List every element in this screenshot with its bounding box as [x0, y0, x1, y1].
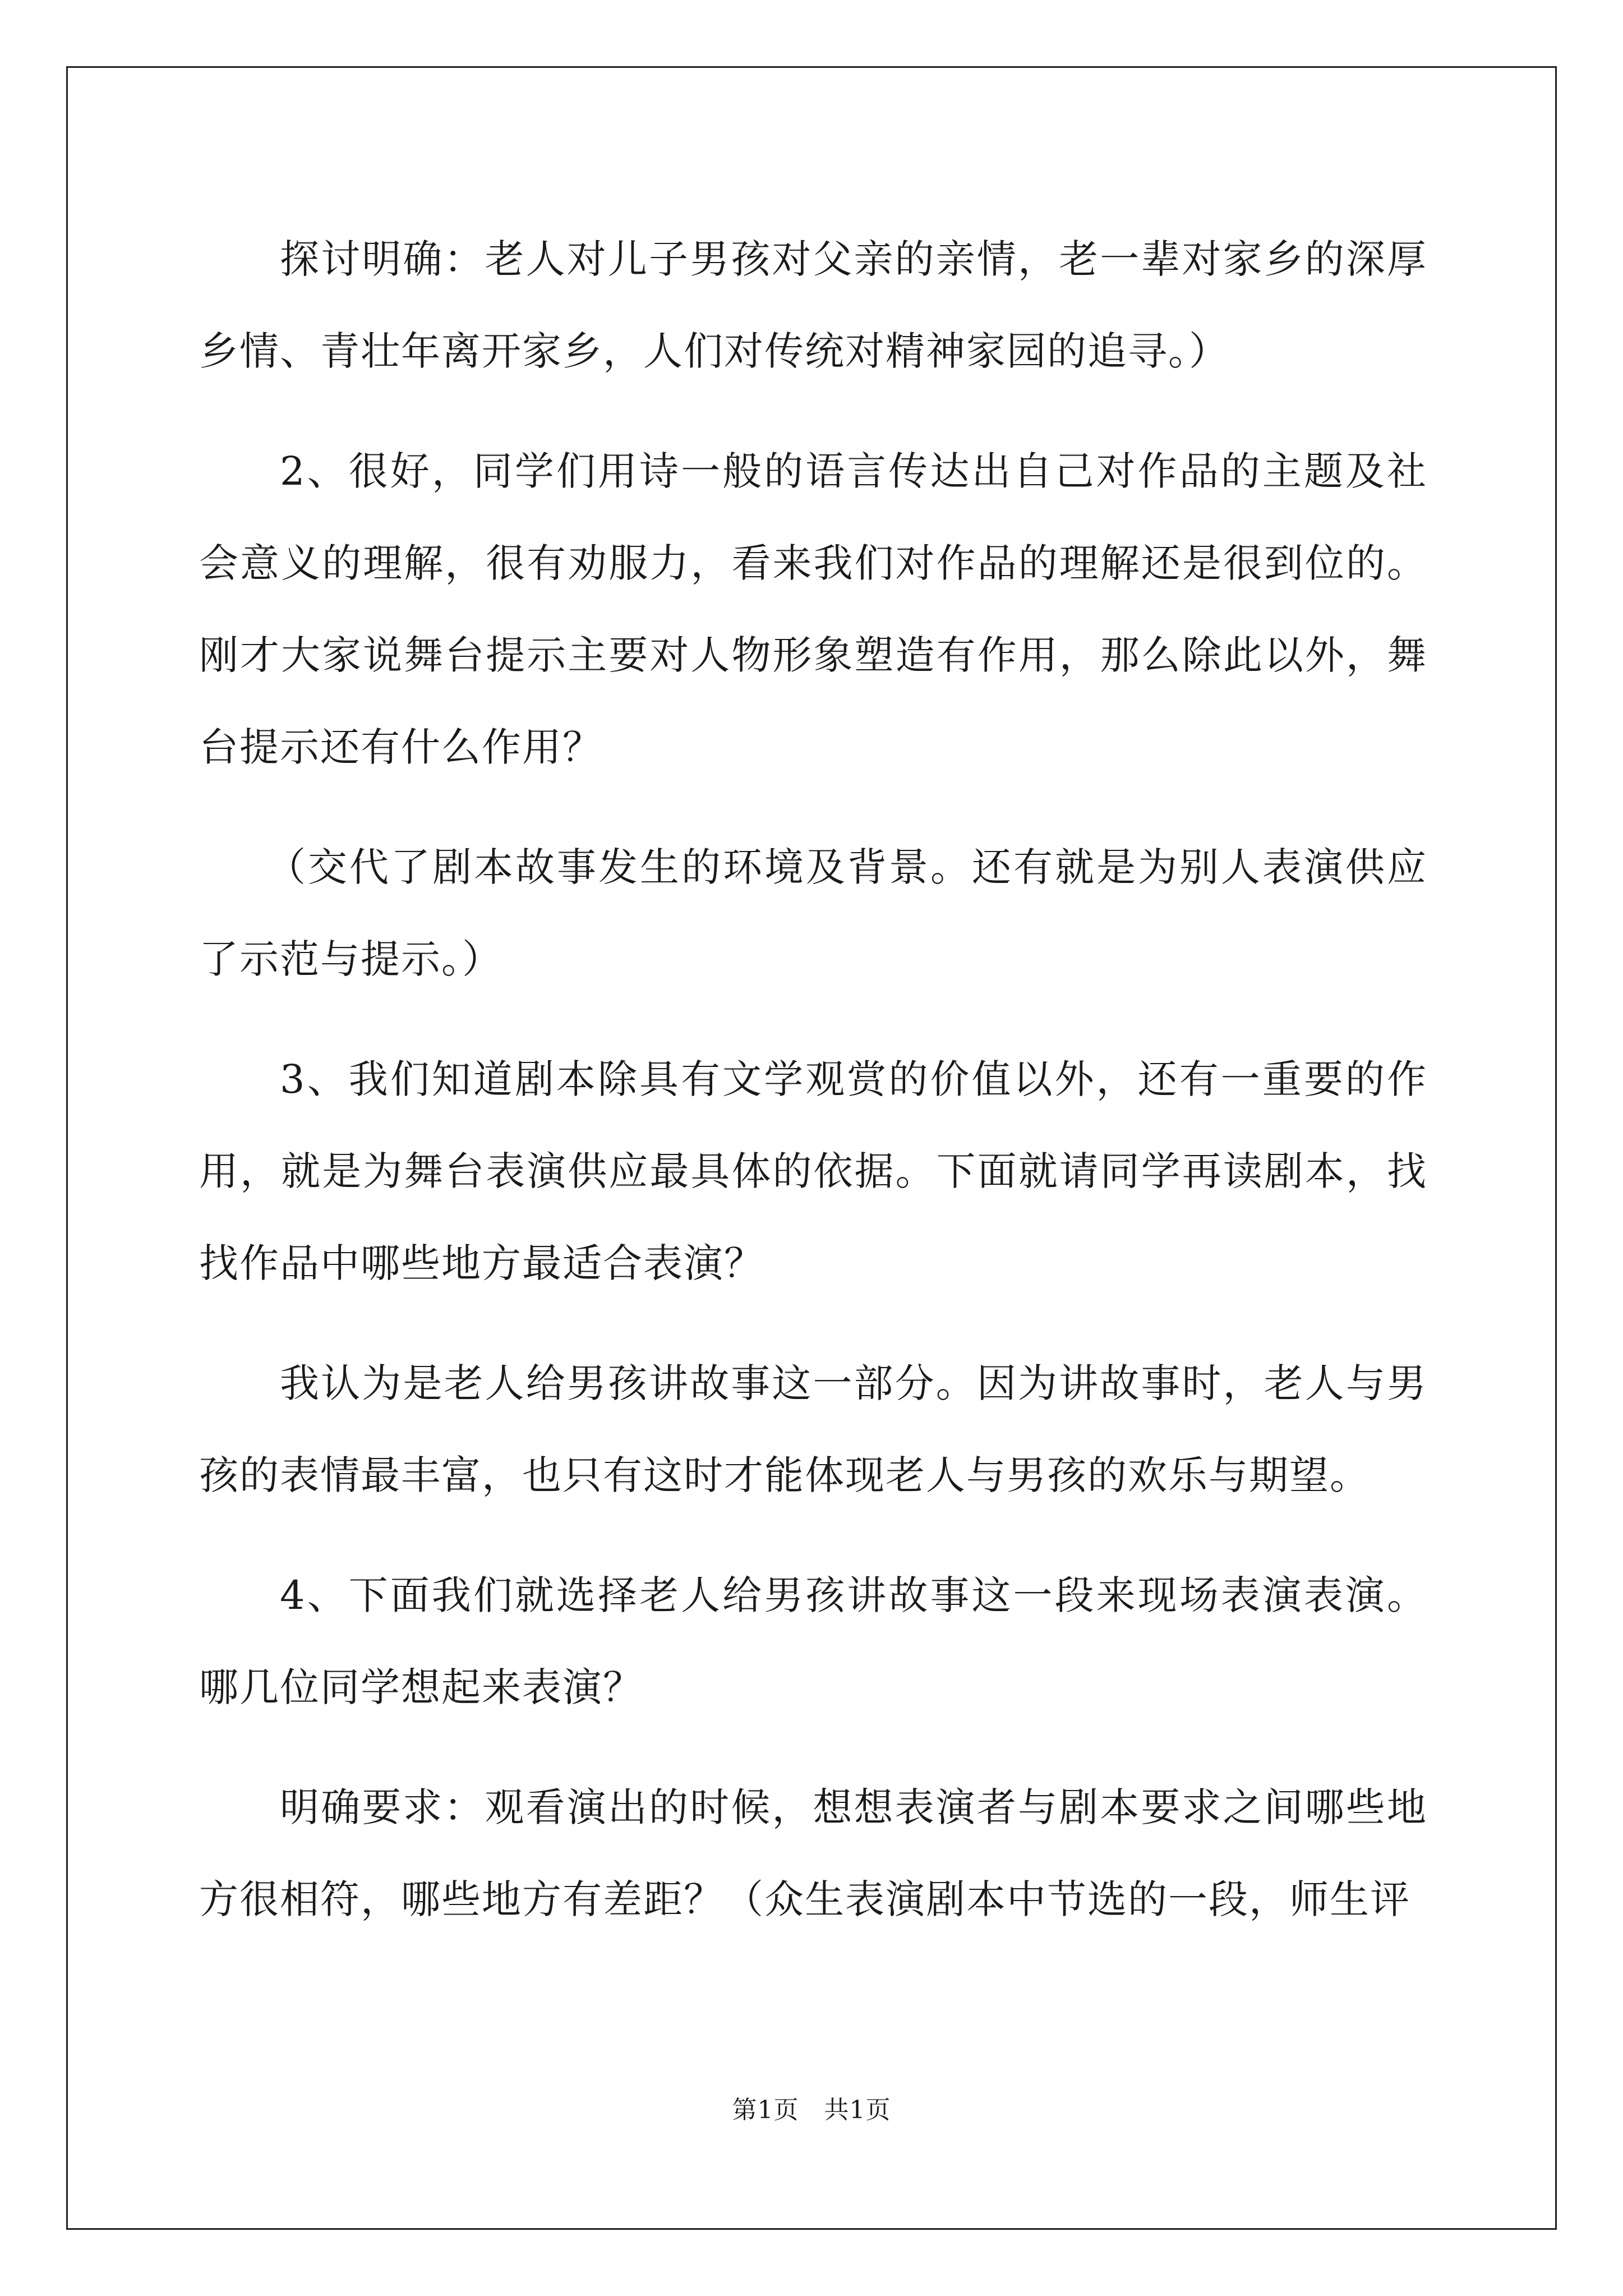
paragraph-question-4: 4、下面我们就选择老人给男孩讲故事这一段来现场表演表演。哪几位同学想起来表演？ [199, 1572, 1427, 1710]
paragraph-answer-2: （交代了剧本故事发生的环境及背景。还有就是为别人表演供应了示范与提示。） [199, 844, 1427, 982]
paragraph-requirements: 明确要求：观看演出的时候，想想表演者与剧本要求之间哪些地方很相符，哪些地方有差距？（众生表演剧本中节选的一段，师生评 [199, 1784, 1427, 1922]
page-number-footer: 第1页 共1页 [732, 2096, 891, 2124]
paragraph-answer-3: 我认为是老人给男孩讲故事这一部分。因为讲故事时，老人与男孩的表情最丰富，也只有这时才能体现老人与男孩的欢乐与期望。 [199, 1360, 1427, 1498]
document-body [199, 213, 1427, 1973]
paragraph-discussion-conclusion: 探讨明确：老人对儿子男孩对父亲的亲情，老一辈对家乡的深厚乡情、青壮年离开家乡，人们对传统对精神家园的追寻。） [199, 236, 1427, 374]
paragraph-question-3: 3、我们知道剧本除具有文学观赏的价值以外，还有一重要的作用，就是为舞台表演供应最具体的依据。下面就请同学再读剧本，找找作品中哪些地方最适合表演？ [199, 1056, 1427, 1286]
paragraph-question-2: 2、很好，同学们用诗一般的语言传达出自己对作品的主题及社会意义的理解，很有劝服力，看来我们对作品的理解还是很到位的。刚才大家说舞台提示主要对人物形象塑造有作用，那么除此以外，舞台提示还有什么作用？ [199, 448, 1427, 770]
